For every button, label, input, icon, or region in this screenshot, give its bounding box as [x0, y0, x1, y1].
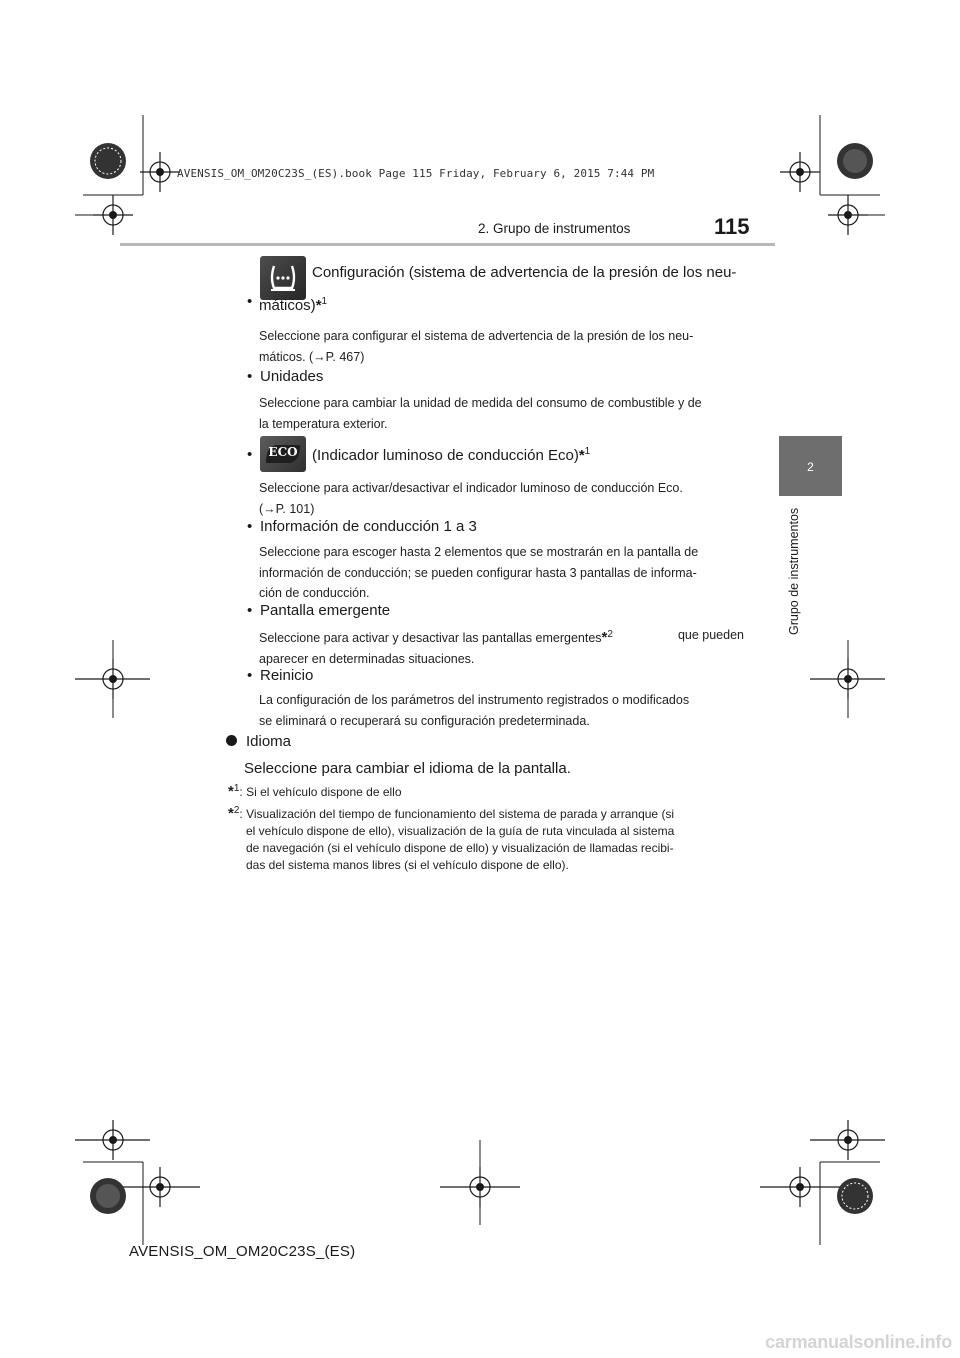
- item-bullet: •: [247, 446, 253, 463]
- item-description: Seleccione para cambiar la unidad de medida del consumo de combustible y de la temperatura exterior.: [259, 396, 702, 431]
- item-bullet: •: [247, 518, 253, 535]
- item-title: Reinicio: [260, 667, 314, 684]
- manual-code: AVENSIS_OM_OM20C23S_(ES): [129, 1243, 356, 1260]
- item-description: La configuración de los parámetros del instrumento registrados o modificados se eliminará o recuperará su configuración predeterminada.: [259, 693, 690, 728]
- item-title: (Indicador luminoso de conducción Eco)*$^1$: [312, 446, 591, 464]
- item-bullet: •: [247, 667, 253, 684]
- idioma-description: Seleccione para cambiar el idioma de la pantalla.: [244, 760, 571, 777]
- chapter-tab-label: Grupo de instrumentos: [787, 507, 801, 635]
- tire-pressure-warning-icon: [260, 256, 306, 300]
- chapter-tab-number: 2: [807, 460, 814, 474]
- item-bullet: •: [247, 368, 253, 385]
- footnote-1: *$^1$: Si el vehículo dispone de ello: [228, 783, 402, 800]
- item-title: Unidades: [260, 368, 324, 385]
- item-bullet: •: [247, 293, 253, 310]
- book-file-info: AVENSIS_OM_OM20C23S_(ES).book Page 115 Friday, February 6, 2015 7:44 PM: [177, 167, 655, 180]
- item-title: Pantalla emergente: [260, 602, 391, 619]
- idioma-heading: Idioma: [226, 733, 291, 750]
- footnote-2: *$^2$: Visualización del tiempo de funcionamiento del sistema de parada y arranque (si el vehículo dispone de ello), visualización de la guía de ruta vinculada al sistema de navegación (si el vehículo dispone de ello) y visualización de llamadas recibi- das del sistema manos libres (si el vehículo dispone de ello).: [228, 805, 675, 872]
- item-description: Seleccione para activar y desactivar las pantallas emergentes*$^2$ que pueden aparecer en determinadas situaciones.: [259, 628, 744, 666]
- watermark-footer: carmanualsonline.info: [765, 1332, 952, 1352]
- item-bullet: •: [247, 602, 253, 619]
- section-title: 2. Grupo de instrumentos: [478, 221, 631, 236]
- item-description: Seleccione para configurar el sistema de advertencia de la presión de los neu- máticos. (→P. 467): [259, 329, 694, 364]
- item-title-cont: máticos)*$^1$: [259, 296, 328, 314]
- item-description: Seleccione para activar/desactivar el indicador luminoso de conducción Eco. (→P. 101): [259, 481, 683, 516]
- page-number: 115: [714, 214, 750, 239]
- header-rule: [120, 243, 775, 246]
- item-title: Información de conducción 1 a 3: [260, 518, 477, 535]
- item-title: Configuración (sistema de advertencia de la presión de los neu-: [312, 264, 737, 281]
- eco-indicator-icon: ECO: [260, 436, 306, 472]
- item-description: Seleccione para escoger hasta 2 elementos que se mostrarán en la pantalla de información de conducción; se pueden configurar hasta 3 pantallas de informa- ción de conducción.: [259, 545, 699, 600]
- bullet-dot-icon: [226, 735, 237, 746]
